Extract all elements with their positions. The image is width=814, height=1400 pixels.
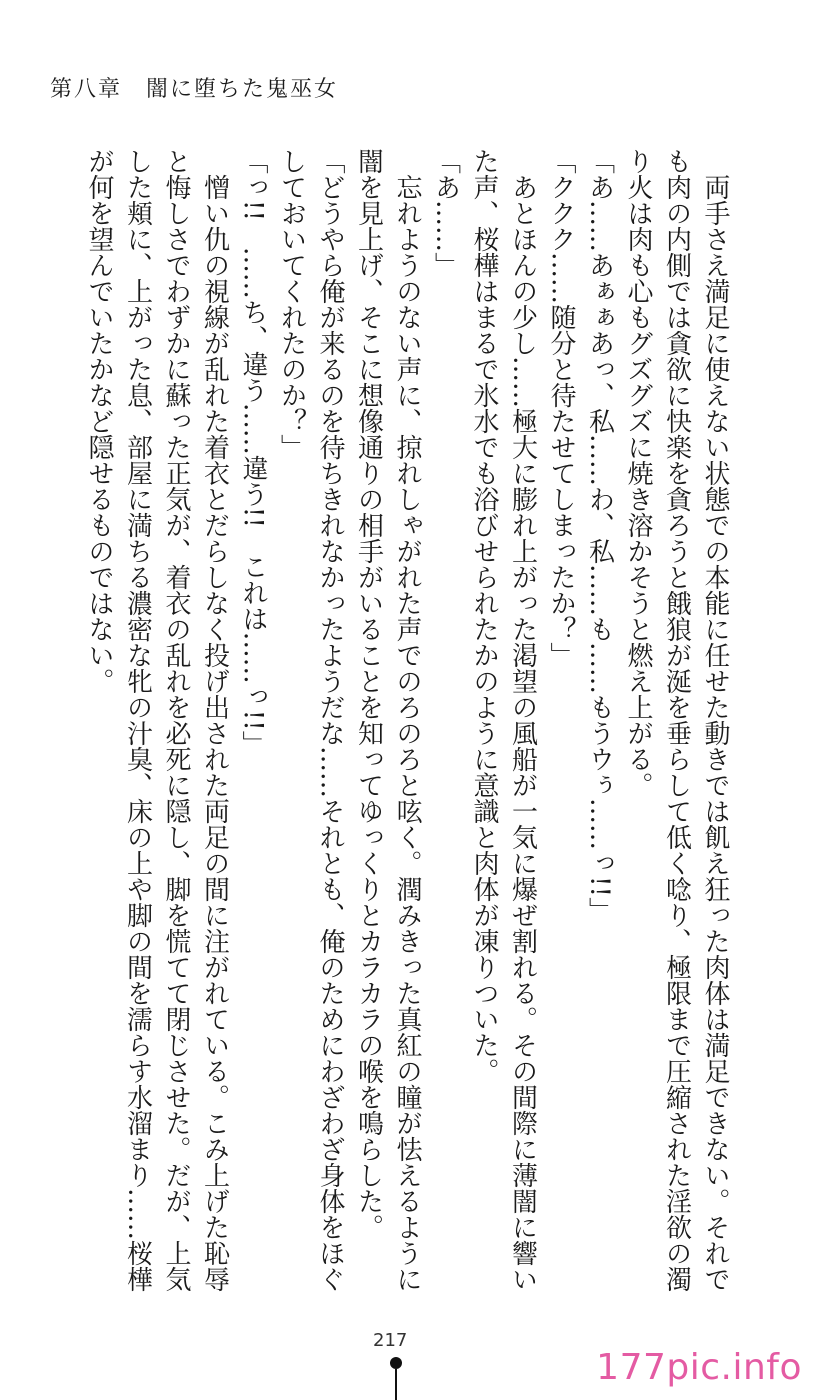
paragraph: 「どうやら俺が来るのを待ちきれなかったようだな……それとも、俺のためにわざわざ身体をほぐしておいてくれたのか？」 xyxy=(276,148,345,1292)
paragraph: 「あ……」 xyxy=(430,148,461,278)
paragraph: 憎い仇の視線が乱れた着衣とだらしなく投げ出された両足の間に注がれている。こみ上げた恥辱と悔しさでわずかに蘇った正気が、着衣の乱れを必死に隠し、脚を慌てて閉じさせた。だが、上気した頬に、上がった息、部屋に満ちる濃密な牝の汁臭、床の上や脚の間を濡らす水溜まり……桜樺が何を望んでいたかなど隠せるものではない。 xyxy=(84,148,230,1292)
body-text xyxy=(78,148,734,1298)
page-marker-dot xyxy=(390,1357,402,1369)
paragraph: 忘れようのない声に、掠れしゃがれた声でのろのろと呟く。潤みきった真紅の瞳が怯えるように闇を見上げ、そこに想像通りの相手がいることを知ってゆっくりとカラカラの喉を鳴らした。 xyxy=(353,148,422,1292)
paragraph: あとほんの少し……極大に膨れ上がった渇望の風船が一気に爆ぜ割れる。その間際に薄闇に響いた声、桜樺はまるで氷水でも浴びせられたかのように意識と肉体が凍りついた。 xyxy=(469,148,538,1292)
paragraph: 両手さえ満足に使えない状態での本能に任せた動きでは飢え狂った肉体は満足できない。それでも肉の内側では貪欲に快楽を貪ろうと餓狼が涎を垂らして低く唸り、極限まで圧縮された淫欲の濁り火は肉も心もグズグズに焼き溶かそうと燃え上がる。 xyxy=(623,148,730,1292)
running-head: 第八章 闇に堕ちた鬼巫女 xyxy=(50,77,339,102)
paragraph: 「ククク……随分と待たせてしまったか？」 xyxy=(546,148,576,668)
paragraph: 「あ……あぁぁあっ、私……わ、私……も……もうウぅ……っ!!」 xyxy=(584,148,615,923)
paragraph: 「っ!! ……ち、違う……違う!! これは……っ!!」 xyxy=(238,148,268,757)
watermark: 177pic.info xyxy=(596,1347,802,1388)
page-number: 217 xyxy=(373,1330,408,1351)
page-marker-line xyxy=(395,1369,397,1400)
